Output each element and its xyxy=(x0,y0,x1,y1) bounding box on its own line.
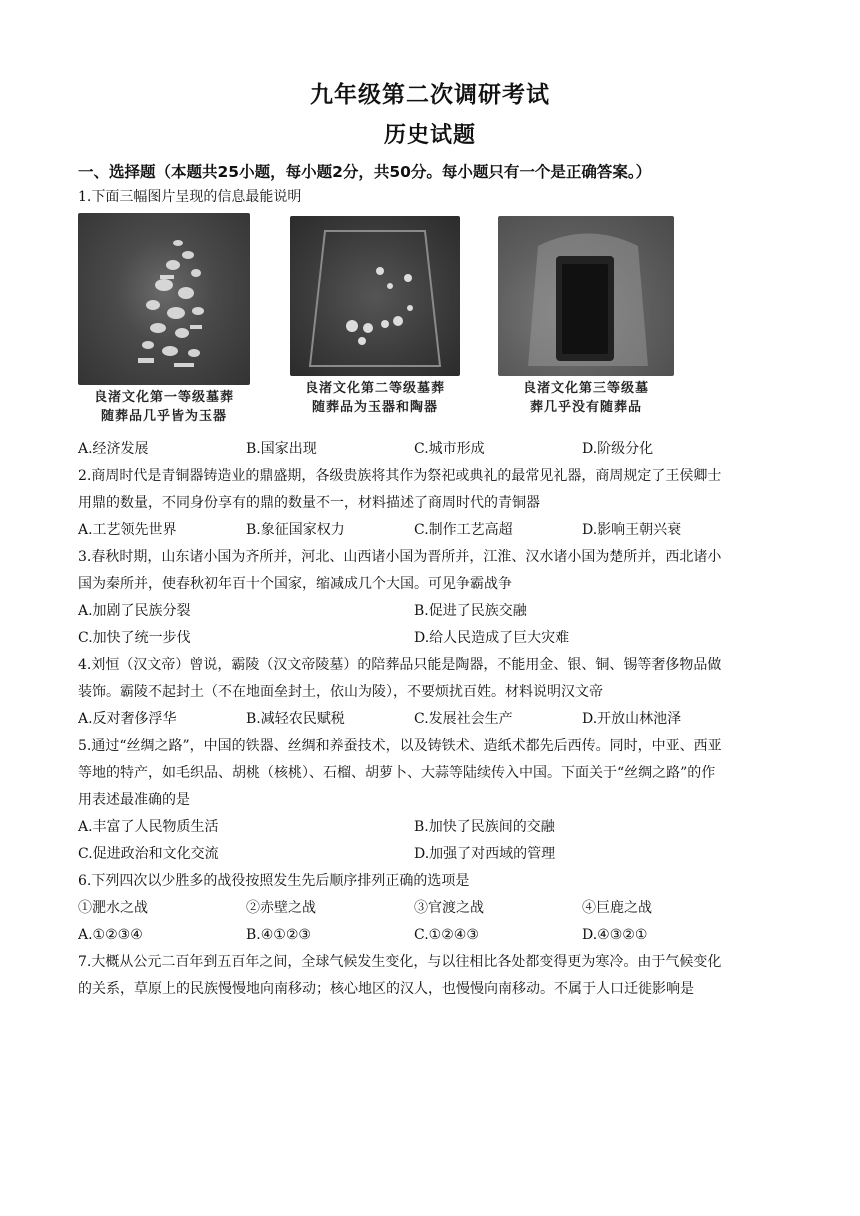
q3-stem-line1: 3.春秋时期，山东诸小国为齐所并，河北、山西诸小国为晋所并，江淮、汉水诸小国为楚所并，西北诸小 xyxy=(78,549,722,565)
caption-line: 良渚文化第一等级墓葬 xyxy=(93,390,234,405)
q6-item-3: ③官渡之战 xyxy=(414,900,484,916)
q4-option-a: A.反对奢侈浮华 xyxy=(78,711,177,727)
q5-option-b: B.加快了民族间的交融 xyxy=(414,819,555,835)
q2-option-d: D.影响王朝兴衰 xyxy=(582,522,682,538)
q1-image-2 xyxy=(290,216,460,417)
q1-option-a: A.经济发展 xyxy=(78,441,149,457)
empty-burial-illustration xyxy=(498,216,674,376)
caption-line: 良渚文化第二等级墓葬 xyxy=(304,381,445,396)
q3-option-d: D.给人民造成了巨大灾难 xyxy=(414,630,570,646)
q2-option-b: B.象征国家权力 xyxy=(246,522,345,538)
q6-option-c: C.①②④③ xyxy=(414,927,479,943)
q1-image-1 xyxy=(78,213,250,426)
q3-option-c: C.加快了统一步伐 xyxy=(78,630,191,646)
q2-option-c: C.制作工艺高超 xyxy=(414,522,513,538)
q1-option-c: C.城市形成 xyxy=(414,441,485,457)
q5-option-d: D.加强了对西域的管理 xyxy=(414,846,556,862)
caption-line: 随葬品为玉器和陶器 xyxy=(311,400,438,415)
q4-option-d: D.开放山林池泽 xyxy=(582,711,682,727)
q6-stem: 6.下列四次以少胜多的战役按照发生先后顺序排列正确的选项是 xyxy=(78,873,470,889)
q1-option-d: D.阶级分化 xyxy=(582,441,654,457)
q6-item-1: ①淝水之战 xyxy=(78,900,148,916)
tomb-photo-1 xyxy=(78,213,250,385)
q1-caption-1 xyxy=(78,388,250,426)
tomb-photo-2 xyxy=(290,216,460,376)
q6-option-d: D.④③②① xyxy=(582,927,648,943)
q2-stem-line2: 用鼎的数量，不同身份享有的鼎的数量不一，材料描述了商周时代的青铜器 xyxy=(78,495,540,511)
q2-option-a: A.工艺领先世界 xyxy=(78,522,177,538)
section-heading: 一、选择题（本题共25小题，每小题2分，共50分。每小题只有一个是正确答案。） xyxy=(78,163,652,181)
q7-stem-line1: 7.大概从公元二百年到五百年之间，全球气候发生变化，与以往相比各处都变得更为寒冷。由于气候变化 xyxy=(78,954,722,970)
q1-image-3 xyxy=(498,216,674,417)
q5-option-a: A.丰富了人民物质生活 xyxy=(78,819,219,835)
tomb-photo-3 xyxy=(498,216,674,376)
exam-subtitle: 历史试题 xyxy=(383,123,476,148)
q4-stem-line2: 装饰。霸陵不起封土（不在地面垒封土，依山为陵），不要烦扰百姓。材料说明汉文帝 xyxy=(78,684,603,700)
q2-stem-line1: 2.商周时代是青铜器铸造业的鼎盛期，各级贵族将其作为祭祀或典礼的最常见礼器，商周规定了王侯卿士 xyxy=(78,468,722,484)
q6-item-2: ②赤壁之战 xyxy=(246,900,316,916)
q1-caption-2 xyxy=(290,379,460,417)
q1-caption-3 xyxy=(498,379,674,417)
q4-option-c: C.发展社会生产 xyxy=(414,711,513,727)
caption-line: 葬几乎没有随葬品 xyxy=(529,400,642,415)
q5-stem-line3: 用表述最准确的是 xyxy=(78,792,190,808)
q5-stem-line1: 5.通过“丝绸之路”，中国的铁器、丝绸和养蚕技术，以及铸铁术、造纸术都先后西传。同时，中亚、西亚 xyxy=(78,738,722,754)
q4-stem-line1: 4.刘恒（汉文帝）曾说，霸陵（汉文帝陵墓）的陪葬品只能是陶器，不能用金、银、铜、锡等奢侈物品做 xyxy=(78,657,722,673)
q1-stem: 1.下面三幅图片呈现的信息最能说明 xyxy=(78,189,302,205)
q6-item-4: ④巨鹿之战 xyxy=(582,900,652,916)
q5-option-c: C.促进政治和文化交流 xyxy=(78,846,219,862)
jade-burial-illustration xyxy=(78,213,250,385)
q5-stem-line2: 等地的特产，如毛织品、胡桃（核桃）、石榴、胡萝卜、大蒜等陆续传入中国。下面关于“丝绸之路”的作 xyxy=(78,765,716,781)
q6-option-a: A.①②③④ xyxy=(78,927,143,943)
jade-pottery-burial-illustration xyxy=(290,216,460,376)
q3-option-a: A.加剧了民族分裂 xyxy=(78,603,191,619)
exam-title: 九年级第二次调研考试 xyxy=(310,82,550,108)
caption-line: 良渚文化第三等级墓 xyxy=(522,381,649,396)
q3-stem-line2: 国为秦所并，使春秋初年百十个国家，缩减成几个大国。可见争霸战争 xyxy=(78,576,512,592)
q4-option-b: B.减轻农民赋税 xyxy=(246,711,345,727)
q1-option-b: B.国家出现 xyxy=(246,441,317,457)
q6-option-b: B.④①②③ xyxy=(246,927,311,943)
q3-option-b: B.促进了民族交融 xyxy=(414,603,527,619)
q7-stem-line2: 的关系，草原上的民族慢慢地向南移动；核心地区的汉人，也慢慢向南移动。不属于人口迁徙影响是 xyxy=(78,981,694,997)
caption-line: 随葬品几乎皆为玉器 xyxy=(100,409,227,424)
